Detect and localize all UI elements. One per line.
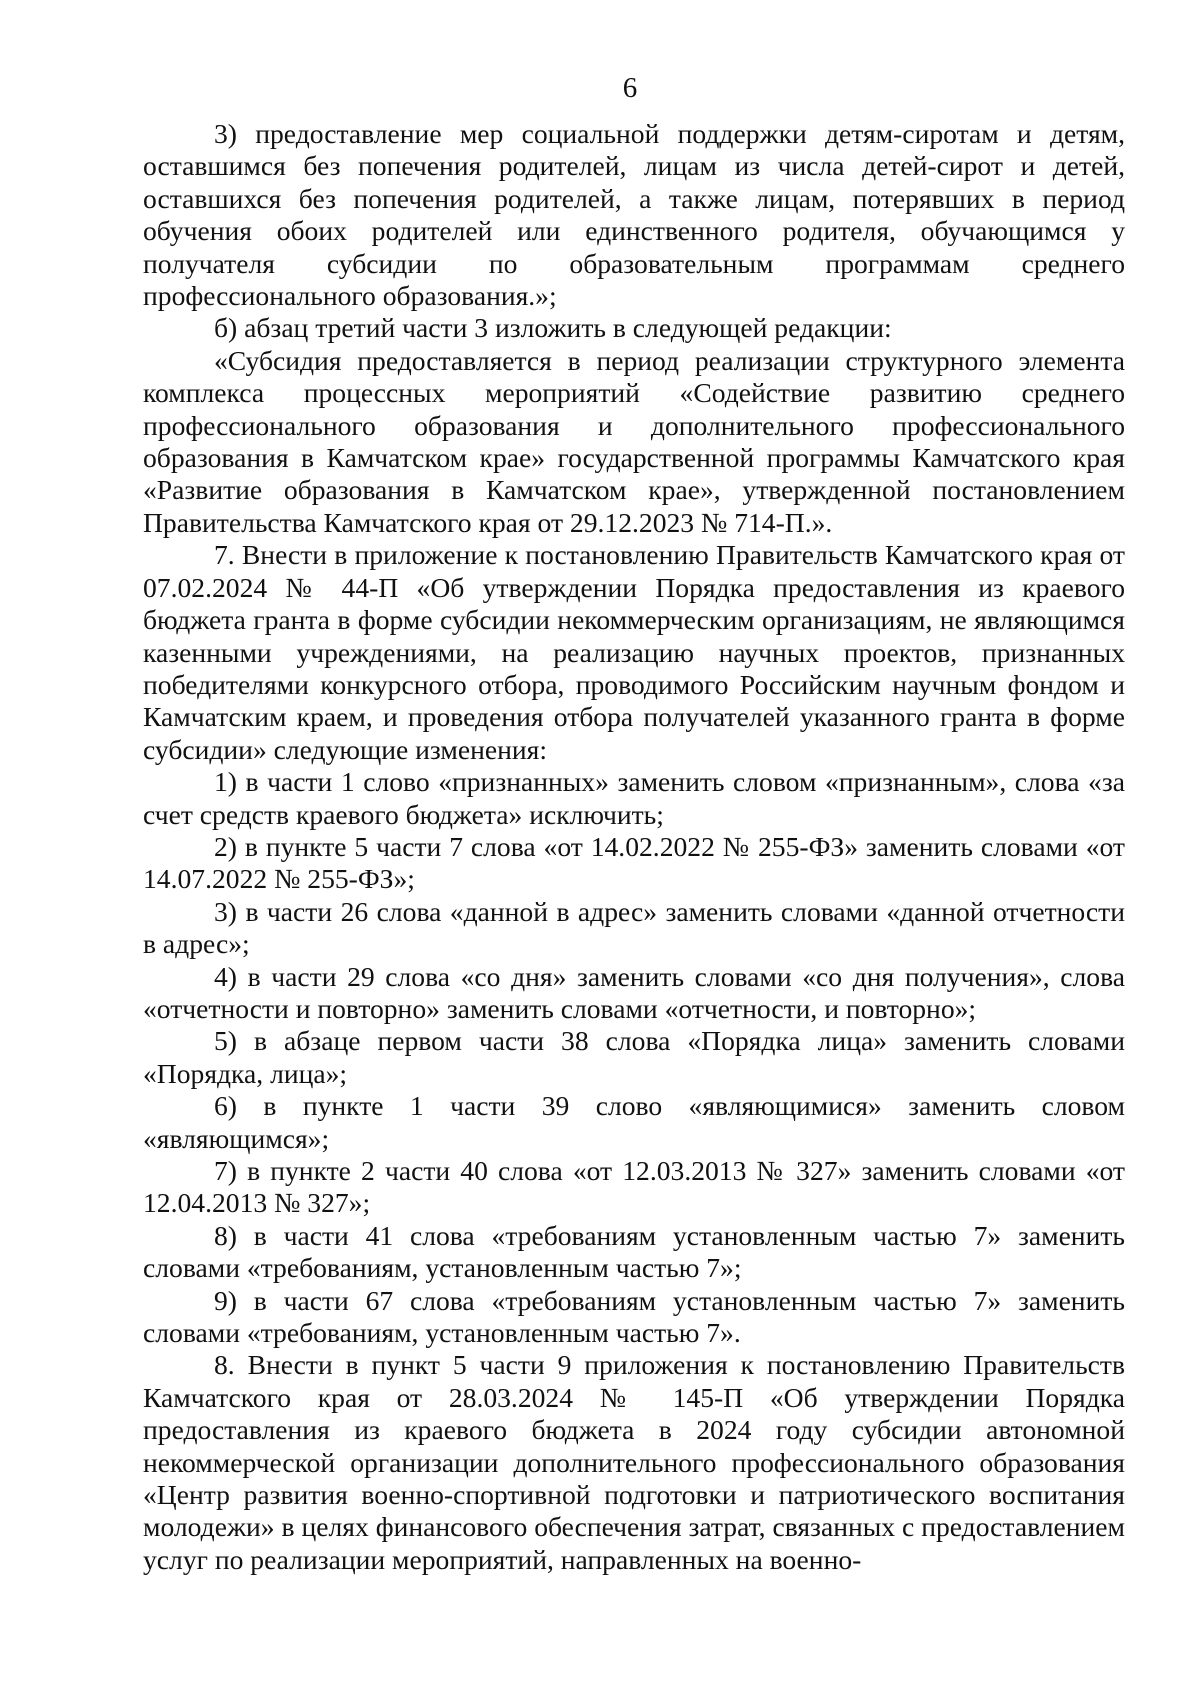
paragraph-item-7-5: 5) в абзаце первом части 38 слова «Порядка лица» заменить словами «Порядка, лица»; xyxy=(143,1025,1125,1089)
paragraph-item-7-8: 8) в части 41 слова «требованиям установленным частью 7» заменить словами «требованиям, установленным частью 7»; xyxy=(143,1219,1125,1284)
paragraph-item-7-1: 1) в части 1 слово «признанных» заменить словом «признанным», слова «за счет средств краевого бюджета» исключить; xyxy=(143,766,1125,830)
paragraph-item-7-7: 7) в пункте 2 части 40 слова «от 12.03.2013 № 327» заменить словами «от 12.04.2013 № 327»; xyxy=(143,1155,1125,1219)
paragraph-section-8: 8. Внести в пункт 5 части 9 приложения к постановлению Правительств Камчатского края от 28.03.2024 № 145-П «Об утверждении Порядка предоставления из краевого бюджета в 2024 году субсидии автономной некоммерческой организации дополнительного профессионального образования «Центр развития военно-спортивной подготовки и патриотического воспитания молодежи» в целях финансового обеспечения затрат, связанных с предоставлением услуг по реализации мероприятий, направленных на военно- xyxy=(143,1349,1125,1575)
paragraph-item-7-2: 2) в пункте 5 части 7 слова «от 14.02.2022 № 255-ФЗ» заменить словами «от 14.07.2022 № 255-ФЗ»; xyxy=(143,830,1125,895)
paragraph-item-7-4: 4) в части 29 слова «со дня» заменить словами «со дня получения», слова «отчетности и повторно» заменить словами «отчетности, и повторно»; xyxy=(143,960,1125,1024)
paragraph-abzac-3: б) абзац третий части 3 изложить в следующей редакции: xyxy=(214,312,892,344)
paragraph-item-3: 3) предоставление мер социальной поддержки детям-сиротам и детям, оставшимся без попечения родителей, лицам из числа детей-сирот и детей, оставшихся без попечения родителей, а также лицам, потерявших в период обучения обоих родителей или единственного родителя, обучающимся у получателя субсидии по образовательным программам среднего профессионального образования.»; xyxy=(143,118,1125,312)
paragraph-item-7-6: 6) в пункте 1 части 39 слово «являющимися» заменить словом «являющимся»; xyxy=(143,1090,1125,1154)
paragraph-item-7-9: 9) в части 67 слова «требованиям установленным частью 7» заменить словами «требованиям, установленным частью 7». xyxy=(143,1284,1125,1349)
paragraph-section-7: 7. Внести в приложение к постановлению Правительств Камчатского края от 07.02.2024 № 44-П «Об утверждении Порядка предоставления из краевого бюджета гранта в форме субсидии некоммерческим организациям, не являющимся казенными учреждениями, на реализацию научных проектов, признанных победителями конкурсного отбора, проводимого Российским научным фондом и Камчатским краем, и проведения отбора получателей указанного гранта в форме субсидии» следующие изменения: xyxy=(143,539,1125,765)
page-number: 6 xyxy=(622,72,638,104)
paragraph-item-7-3: 3) в части 26 слова «данной в адрес» заменить словами «данной отчетности в адрес»; xyxy=(143,895,1125,960)
document-body xyxy=(143,118,1125,1576)
paragraph-subsidy-text: «Субсидия предоставляется в период реализации структурного элемента комплекса процессных мероприятий «Содействие развитию среднего профессионального образования и дополнительного профессионального образования в Камчатском крае» государственной программы Камчатского края «Развитие образования в Камчатском крае», утвержденной постановлением Правительства Камчатского края от 29.12.2023 № 714-П.». xyxy=(143,344,1125,538)
